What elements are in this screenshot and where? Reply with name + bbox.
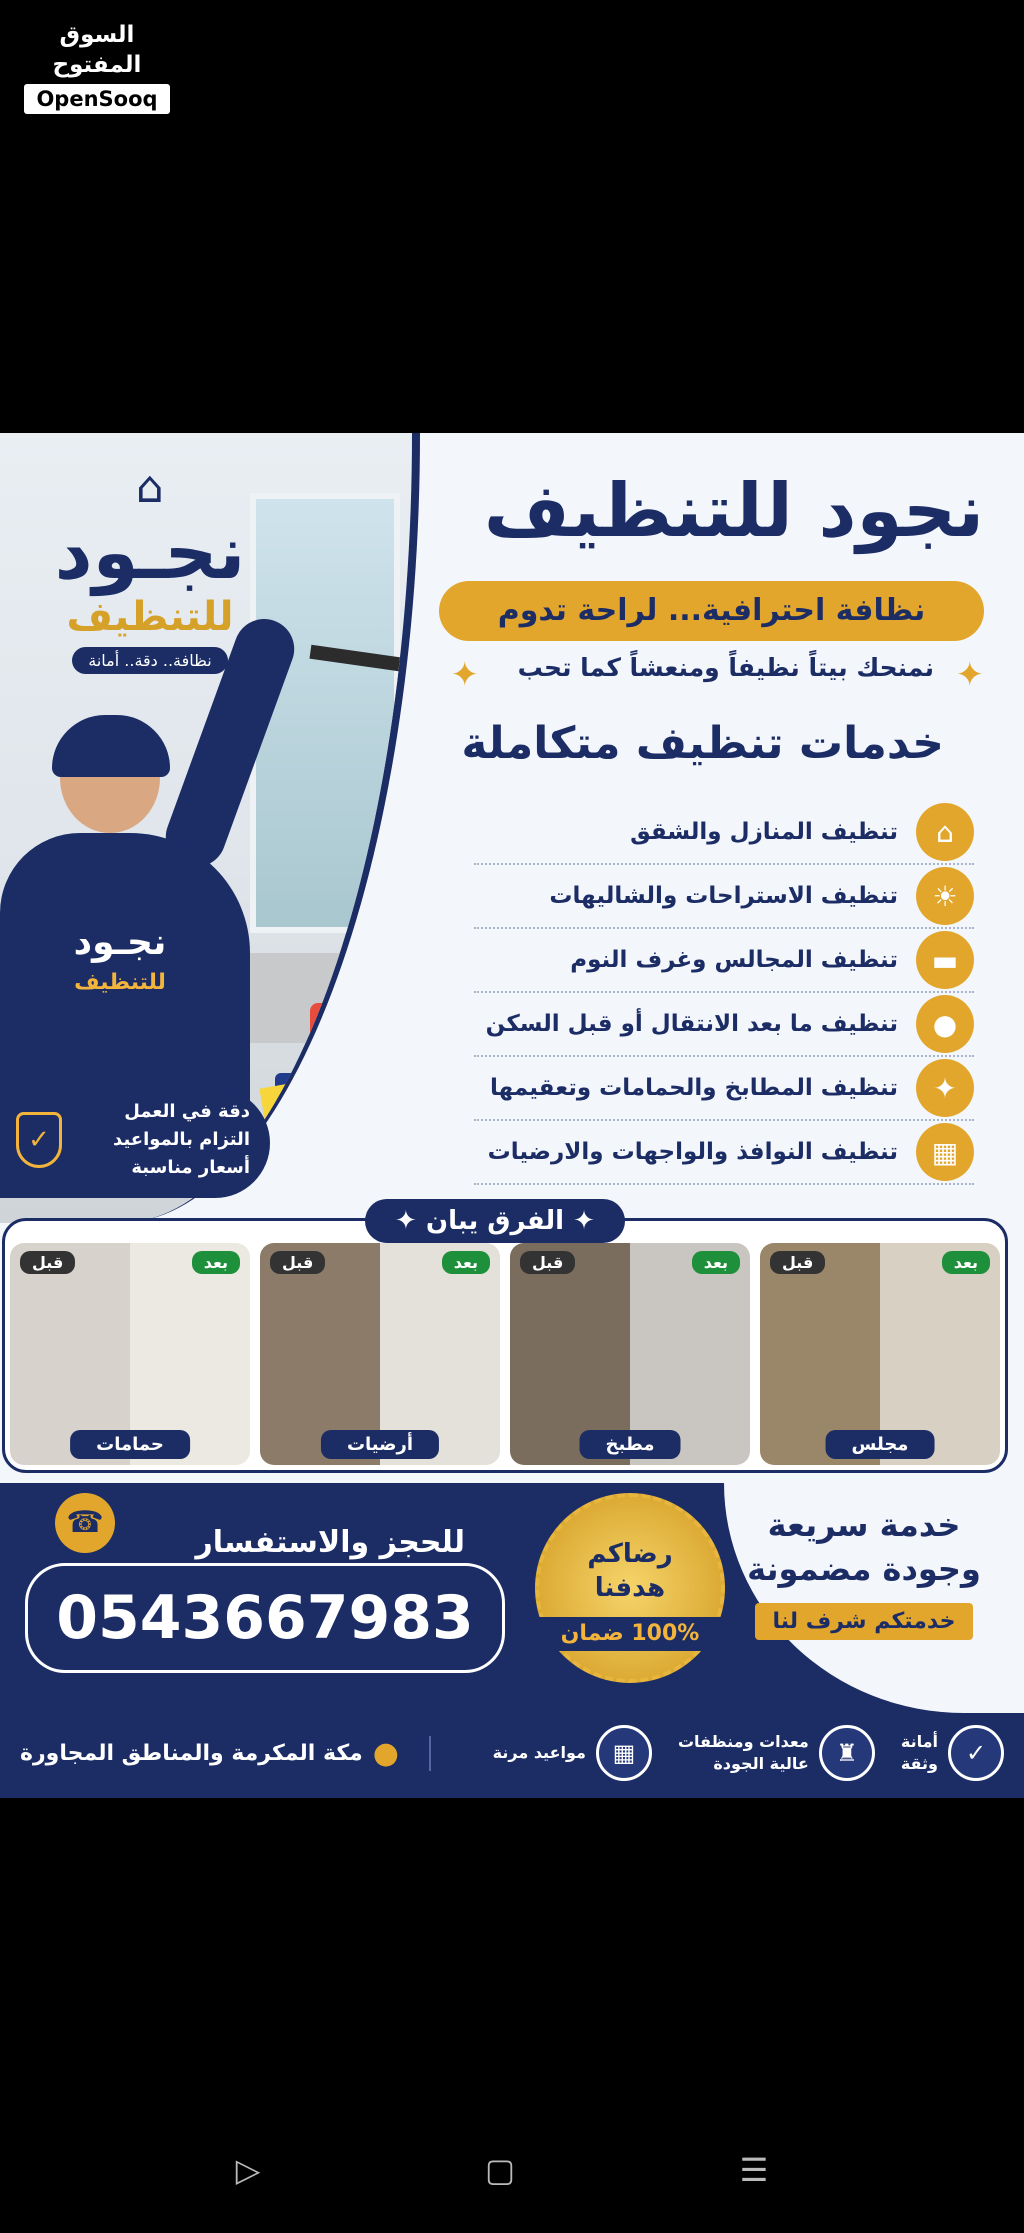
after-badge: بعد — [442, 1251, 490, 1274]
feature-line: أسعار مناسبة — [131, 1157, 250, 1178]
seal-band: 100% ضمان — [539, 1617, 721, 1651]
before-badge: قبل — [270, 1251, 325, 1274]
shirt-logo-name: نجـود — [73, 922, 167, 963]
after-badge: بعد — [192, 1251, 240, 1274]
before-after-cards — [10, 1243, 1000, 1465]
card-label: مجلس — [826, 1430, 935, 1459]
vacuum-icon: ● — [916, 995, 974, 1053]
sparkle-icon: ✦ — [450, 655, 479, 695]
sparkle-icon: ✦ — [916, 1059, 974, 1117]
house-icon: ⌂ — [916, 803, 974, 861]
left-features-badge — [0, 1088, 270, 1198]
seal-line2: هدفنا — [594, 1573, 666, 1603]
slogan-pill: نظافة احترافية... لراحة تدوم — [439, 581, 984, 641]
booking-block — [25, 1505, 505, 1653]
shirt-logo-sub: للتنظيف — [74, 970, 166, 995]
shield-check-icon: ✓ — [948, 1725, 1004, 1781]
after-badge: بعد — [692, 1251, 740, 1274]
spray-bottle-blue — [365, 1013, 405, 1093]
strip-item — [901, 1725, 1004, 1781]
strip-line2: وثقة — [900, 1754, 938, 1773]
services-list — [474, 801, 974, 1185]
calendar-icon: ▦ — [596, 1725, 652, 1781]
service-item — [474, 929, 974, 993]
before-badge: قبل — [20, 1251, 75, 1274]
strip-text — [493, 1742, 586, 1764]
before-badge: قبل — [520, 1251, 575, 1274]
before-after-card — [760, 1243, 1000, 1465]
company-logo — [30, 463, 270, 674]
card-label: حمامات — [70, 1430, 190, 1459]
service-label: تنظيف الاستراحات والشاليهات — [549, 883, 898, 909]
system-nav-bar — [0, 2120, 1024, 2220]
sofa-icon: ▬ — [916, 931, 974, 989]
location-pin-icon: ● — [372, 1735, 399, 1771]
logo-tagline: نظافة.. دقة.. أمانة — [72, 647, 227, 674]
service-label: تنظيف المنازل والشقق — [630, 819, 898, 845]
logo-name: نجـود — [54, 510, 246, 596]
after-badge: بعد — [942, 1251, 990, 1274]
service-item — [474, 1057, 974, 1121]
guarantee-seal — [535, 1493, 725, 1683]
sparkle-icon: ✦ — [395, 1206, 426, 1236]
strip-item — [678, 1725, 875, 1781]
seal-line1: رضاكم — [587, 1539, 673, 1569]
window-icon: ▦ — [916, 1123, 974, 1181]
main-title: نجود للتنظيف — [483, 468, 984, 554]
quick-line2: وجودة مضمونة — [747, 1550, 981, 1588]
before-after-title-text: الفرق يبان — [425, 1206, 565, 1236]
service-label: تنظيف المطابخ والحمامات وتعقيمها — [490, 1075, 898, 1101]
card-label: مطبخ — [580, 1430, 681, 1459]
card-label: أرضيات — [321, 1430, 439, 1459]
feature-line: التزام بالمواعيد — [113, 1129, 250, 1150]
strip-line1: أمانة — [900, 1732, 938, 1751]
sparkle-icon: ✦ — [564, 1206, 595, 1236]
services-title: خدمات تنظيف متكاملة — [461, 718, 944, 769]
phone-number[interactable]: 0543667983 — [25, 1563, 505, 1673]
location — [20, 1736, 431, 1771]
phone-icon: ☎ — [55, 1493, 115, 1553]
service-item — [474, 1121, 974, 1185]
before-after-card — [260, 1243, 500, 1465]
feature-line: دقة في العمل — [124, 1101, 250, 1122]
before-after-card — [510, 1243, 750, 1465]
ad-image[interactable] — [0, 433, 1024, 1798]
opensooq-brand — [24, 20, 170, 114]
shirt-logo — [50, 923, 190, 1003]
location-text: مكة المكرمة والمناطق المجاورة — [20, 1740, 363, 1766]
before-after-title — [365, 1199, 625, 1243]
strip-line2: عالية الجودة — [713, 1754, 809, 1773]
strip-line1: معدات ومنظفات — [677, 1732, 809, 1751]
service-label: تنظيف ما بعد الانتقال أو قبل السكن — [485, 1011, 898, 1037]
brand-arabic: السوق المفتوح — [52, 22, 142, 78]
cleaning-cloth — [259, 1078, 330, 1157]
strip-line1: مواعيد مرنة — [492, 1743, 586, 1762]
quick-service — [734, 1503, 994, 1640]
service-item — [474, 865, 974, 929]
strip-text — [678, 1731, 809, 1775]
service-label: تنظيف المجالس وغرف النوم — [570, 947, 898, 973]
features-strip — [0, 1708, 1024, 1798]
shield-check-icon: ✓ — [16, 1112, 62, 1168]
worker-cap — [52, 715, 170, 777]
sparkle-icon: ✦ — [955, 655, 984, 695]
brand-english: OpenSooq — [24, 84, 170, 114]
booking-label: للحجز والاستفسار — [195, 1525, 465, 1560]
logo-sub: للتنظيف — [66, 594, 234, 640]
recents-menu-icon[interactable]: ☰ — [739, 2151, 769, 2189]
before-after-card — [10, 1243, 250, 1465]
before-badge: قبل — [770, 1251, 825, 1274]
home-square-icon[interactable]: ▢ — [484, 2151, 516, 2189]
back-triangle-icon[interactable]: ▷ — [235, 2151, 261, 2189]
strip-text — [901, 1731, 938, 1775]
service-item — [474, 801, 974, 865]
strip-item — [493, 1725, 652, 1781]
service-item — [474, 993, 974, 1057]
house-icon: ⌂ — [136, 462, 164, 513]
bottom-section — [0, 1483, 1024, 1798]
quick-line1: خدمة سريعة — [767, 1506, 961, 1544]
promise-text: نمنحك بيتاً نظيفاً ومنعشاً كما تحب — [517, 653, 934, 682]
cleaning-supplies-icon: ♜ — [819, 1725, 875, 1781]
quick-cta: خدمتكم شرف لنا — [755, 1603, 974, 1640]
palm-icon: ☀ — [916, 867, 974, 925]
service-label: تنظيف النوافذ والواجهات والارضيات — [487, 1139, 898, 1165]
